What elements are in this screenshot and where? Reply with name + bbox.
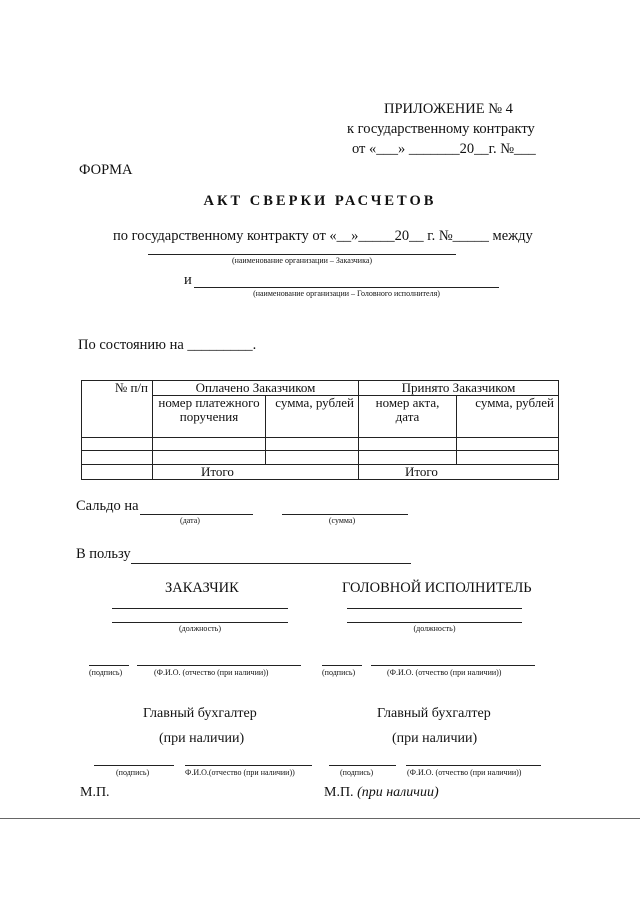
saldo-date-line (140, 514, 253, 515)
saldo-sum-caption: (сумма) (328, 516, 356, 525)
totals-row (82, 465, 559, 480)
contractor-position-caption: (должность) (413, 624, 456, 633)
paid-total-label: Итого (153, 465, 359, 480)
stamp-right-label: М.П. (324, 785, 354, 800)
customer-accountant-signature-line (94, 765, 174, 766)
in-favor-label: В пользу (76, 546, 131, 562)
contractor-caption: (наименование организации – Головного исполнителя) (253, 289, 440, 298)
customer-signature-line (89, 665, 129, 666)
form-label: ФОРМА (79, 162, 133, 178)
page-bottom-rule (0, 818, 640, 819)
accepted-header: Принято Заказчиком (359, 381, 559, 396)
in-favor-line (131, 563, 411, 564)
num-header: № п/п (82, 381, 153, 438)
saldo-sum-line (282, 514, 408, 515)
contractor-heading: ГОЛОВНОЙ ИСПОЛНИТЕЛЬ (342, 580, 532, 596)
contractor-name-line (194, 287, 499, 288)
customer-name-line (148, 254, 456, 255)
stamp-right-note: (при наличии) (357, 785, 439, 800)
contract-line: по государственному контракту от «__»_____20__ г. №_____ между (113, 228, 533, 244)
customer-heading: ЗАКАЗЧИК (165, 580, 239, 596)
customer-position-line-1 (112, 608, 288, 609)
paid-sum-header: сумма, рублей (266, 396, 359, 438)
contractor-position-line-1 (347, 608, 522, 609)
customer-position-line-2 (112, 622, 288, 623)
reconciliation-table (81, 380, 559, 480)
contractor-chief-accountant: Главный бухгалтер (377, 706, 491, 721)
paid-header: Оплачено Заказчиком (153, 381, 359, 396)
customer-chief-accountant: Главный бухгалтер (143, 706, 257, 721)
customer-accountant-fio-caption: Ф.И.О.(отчество (при наличии)) (185, 768, 295, 777)
customer-signature-caption: (подпись) (89, 668, 123, 677)
contract-date-number: от «___» _______20__г. №___ (352, 141, 536, 157)
contractor-accountant-signature-line (329, 765, 396, 766)
accepted-total-label: Итого (359, 465, 559, 480)
contract-reference: к государственному контракту (347, 121, 535, 137)
as-of-date: По состоянию на _________. (78, 337, 257, 353)
contractor-signature-caption: (подпись) (322, 668, 356, 677)
and-word: и (184, 272, 192, 288)
customer-fio-caption: (Ф.И.О. (отчество (при наличии)) (154, 668, 269, 677)
document-title: АКТ СВЕРКИ РАСЧЕТОВ (203, 193, 437, 209)
stamp-right (324, 785, 439, 801)
customer-caption: (наименование организации – Заказчика) (231, 256, 373, 265)
contractor-accountant-fio-line (406, 765, 541, 766)
payment-order-header: номер платежного поручения (153, 396, 266, 438)
customer-accountant-signature-caption: (подпись) (116, 768, 150, 777)
contractor-accountant-fio-caption: (Ф.И.О. (отчество (при наличии)) (407, 768, 522, 777)
table-row (82, 438, 559, 451)
accepted-sum-header: сумма, рублей (457, 396, 559, 438)
saldo-label: Сальдо на (76, 498, 139, 514)
contractor-signature-line (322, 665, 362, 666)
contractor-chief-accountant-note: (при наличии) (392, 731, 478, 746)
act-number-header: номер акта, дата (359, 396, 457, 438)
contractor-accountant-signature-caption: (подпись) (340, 768, 374, 777)
contractor-position-line-2 (347, 622, 522, 623)
customer-accountant-fio-line (185, 765, 312, 766)
appendix-number: ПРИЛОЖЕНИЕ № 4 (384, 101, 513, 117)
contractor-fio-line (371, 665, 535, 666)
contractor-fio-caption: (Ф.И.О. (отчество (при наличии)) (387, 668, 502, 677)
customer-position-caption: (должность) (179, 624, 221, 633)
table-row (82, 451, 559, 465)
stamp-left: М.П. (80, 785, 110, 800)
customer-fio-line (137, 665, 301, 666)
customer-chief-accountant-note: (при наличии) (159, 731, 245, 746)
saldo-date-caption: (дата) (180, 516, 200, 525)
